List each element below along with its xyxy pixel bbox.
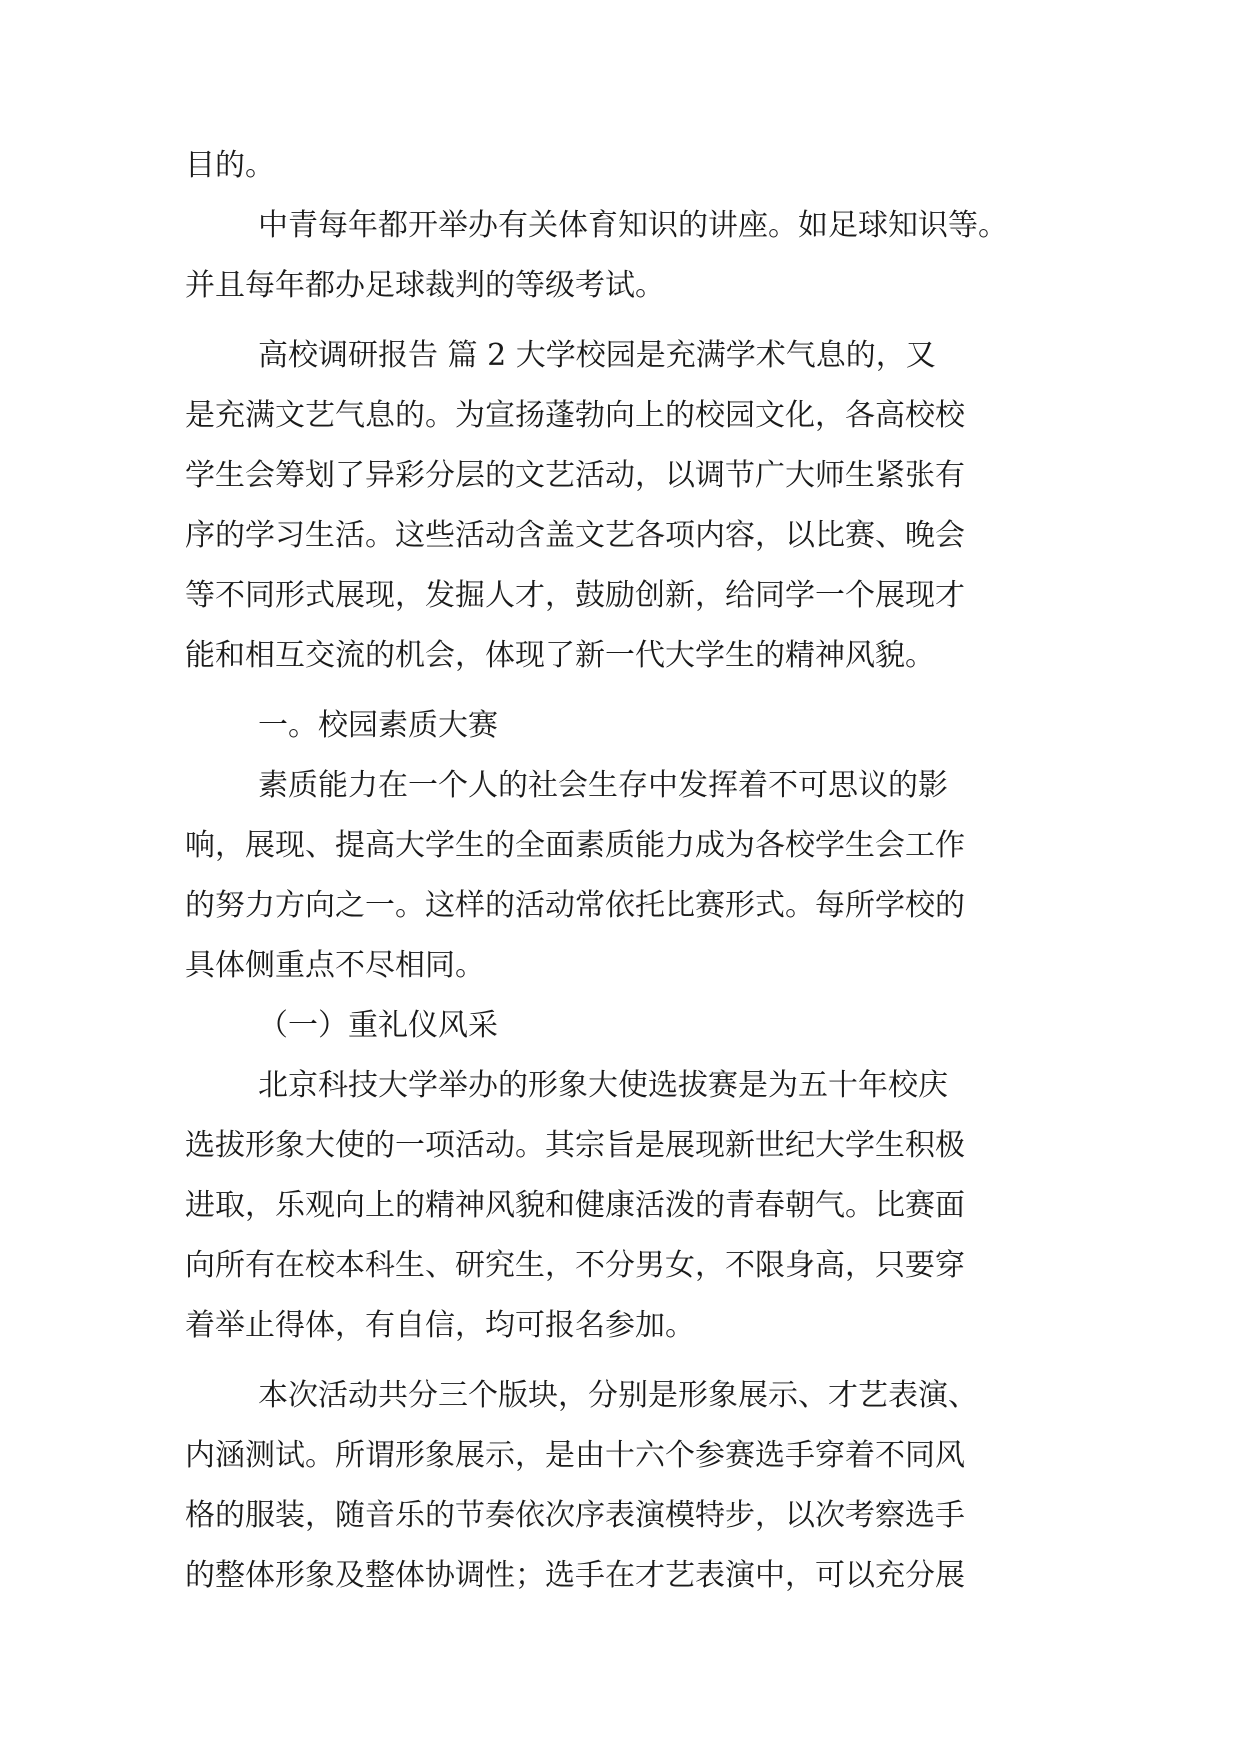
text-line: 学生会筹划了异彩分层的文艺活动，以调节广大师生紧张有 xyxy=(185,458,965,493)
section-heading: （一）重礼仪风采 xyxy=(258,1008,498,1043)
text-line: 序的学习生活。这些活动含盖文艺各项内容，以比赛、晚会 xyxy=(185,518,965,553)
text-line: 的整体形象及整体协调性；选手在才艺表演中，可以充分展 xyxy=(185,1558,965,1593)
text-line: 着举止得体，有自信，均可报名参加。 xyxy=(185,1308,695,1343)
text-line: 响，展现、提高大学生的全面素质能力成为各校学生会工作 xyxy=(185,828,965,863)
text-line: 中青每年都开举办有关体育知识的讲座。如足球知识等。 xyxy=(258,208,1008,243)
text-line: 是充满文艺气息的。为宣扬蓬勃向上的校园文化，各高校校 xyxy=(185,398,965,433)
section-heading: 一。校园素质大赛 xyxy=(258,708,498,743)
text-line: 素质能力在一个人的社会生存中发挥着不可思议的影 xyxy=(258,768,948,803)
text-line: 选拔形象大使的一项活动。其宗旨是展现新世纪大学生积极 xyxy=(185,1128,965,1163)
text-line: 北京科技大学举办的形象大使选拔赛是为五十年校庆 xyxy=(258,1068,948,1103)
text-line: 内涵测试。所谓形象展示，是由十六个参赛选手穿着不同风 xyxy=(185,1438,965,1473)
section-heading: 高校调研报告 篇 2 大学校园是充满学术气息的，又 xyxy=(258,338,936,373)
text-line: 并且每年都办足球裁判的等级考试。 xyxy=(185,268,665,303)
text-line: 能和相互交流的机会，体现了新一代大学生的精神风貌。 xyxy=(185,638,935,673)
text-line: 进取，乐观向上的精神风貌和健康活泼的青春朝气。比赛面 xyxy=(185,1188,965,1223)
text-line: 的努力方向之一。这样的活动常依托比赛形式。每所学校的 xyxy=(185,888,965,923)
text-line: 本次活动共分三个版块，分别是形象展示、才艺表演、 xyxy=(258,1378,978,1413)
text-line: 具体侧重点不尽相同。 xyxy=(185,948,485,983)
text-line: 目的。 xyxy=(185,148,275,183)
text-line: 等不同形式展现，发掘人才，鼓励创新，给同学一个展现才 xyxy=(185,578,965,613)
text-line: 格的服装，随音乐的节奏依次序表演模特步，以次考察选手 xyxy=(185,1498,965,1533)
text-line: 向所有在校本科生、研究生，不分男女，不限身高，只要穿 xyxy=(185,1248,965,1283)
